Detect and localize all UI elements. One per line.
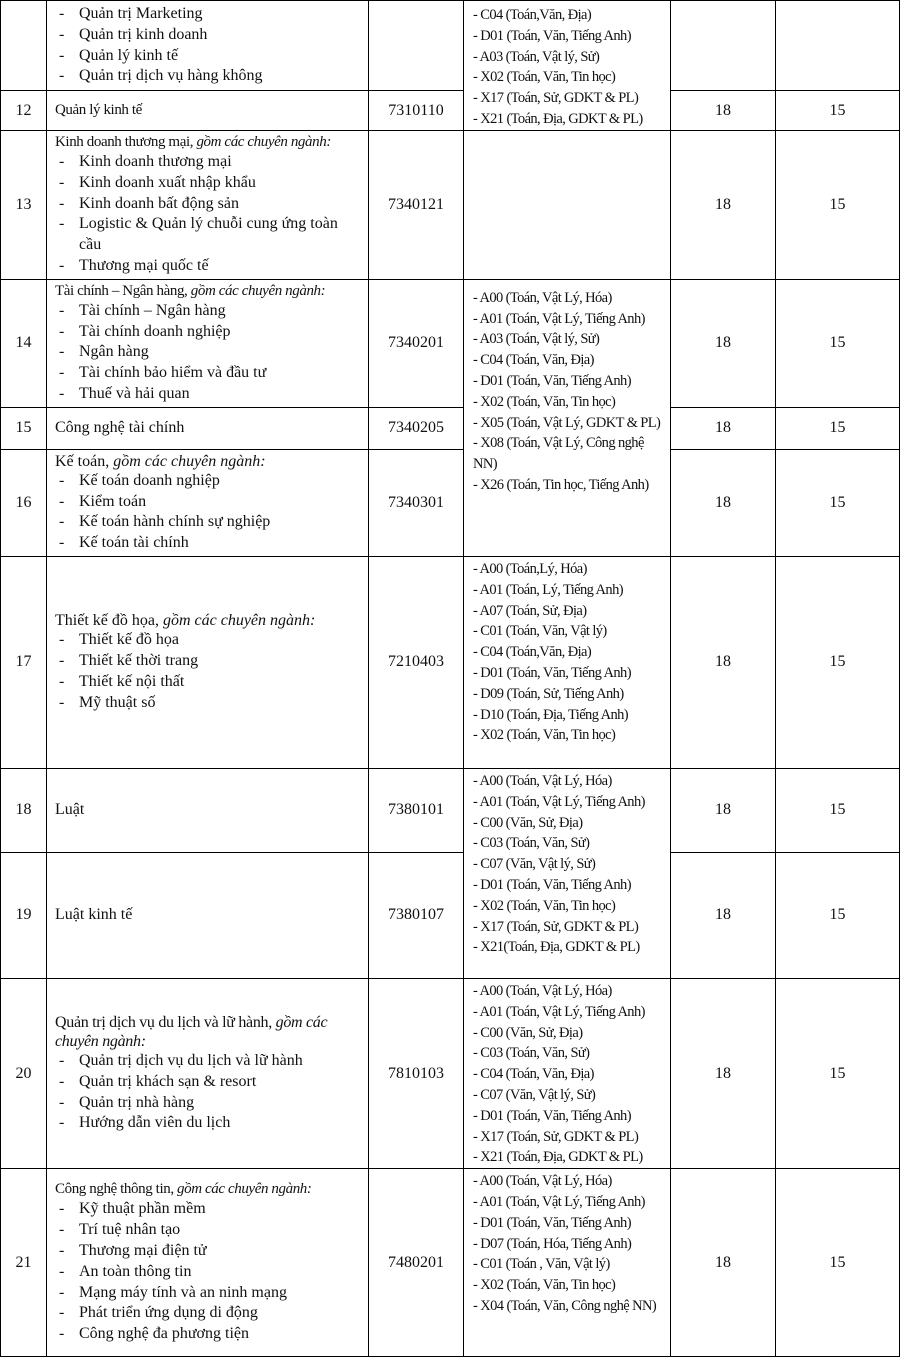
subject-combo: - X02 (Toán, Văn, Tin học) (473, 727, 616, 744)
program-cell (47, 1, 369, 91)
specialization-item (55, 301, 362, 322)
specialization-item (55, 342, 362, 363)
table-row (1, 1169, 900, 1357)
subject-combo: - A01 (Toán, Lý, Tiếng Anh) (473, 581, 623, 598)
specialization-item (55, 512, 362, 533)
score-value-1: 18 (671, 768, 776, 852)
score-value-1: 18 (671, 449, 776, 556)
specialization-list (55, 1199, 362, 1345)
stt-cell: 19 (1, 852, 47, 978)
subject-combo: - D01 (Toán, Văn, Tiếng Anh) (473, 27, 631, 44)
score-value-1: 18 (671, 407, 776, 449)
stt-cell: 18 (1, 768, 47, 852)
specialization-item (55, 1113, 362, 1134)
subject-combo: - C00 (Văn, Sử, Địa) (473, 814, 583, 831)
program-code: 7210403 (369, 556, 464, 768)
subject-combo: - X02 (Toán, Văn, Tin học) (473, 1277, 616, 1294)
subject-combos (464, 768, 671, 978)
specialization-item (55, 1324, 362, 1345)
subject-combos (464, 279, 671, 556)
bullet-dash: - (59, 631, 65, 649)
specialization-label: Thiết kế thời trang (79, 652, 199, 670)
subject-combo: - D01 (Toán, Văn, Tiếng Anh) (473, 876, 631, 893)
score-value-1: 18 (671, 1169, 776, 1357)
bullet-dash: - (59, 173, 65, 191)
subject-combo: - C04 (Toán, Văn, Địa) (473, 1066, 594, 1083)
bullet-dash: - (59, 1114, 65, 1132)
subject-combo: - C04 (Toán, Văn, Địa) (473, 352, 594, 369)
table-row (1, 91, 900, 131)
subject-combo: - X05 (Toán, Vật Lý, GDKT & PL) (473, 414, 661, 431)
bullet-dash: - (59, 364, 65, 382)
specialization-item (55, 152, 362, 173)
specialization-item (55, 256, 362, 277)
program-header: Công nghệ thông tin, gồm các chuyên ngành: (55, 1181, 312, 1198)
specialization-label: Kinh doanh thương mại (79, 153, 232, 170)
specialization-item (55, 1283, 362, 1304)
program-code: 7380101 (369, 768, 464, 852)
specialization-item (55, 173, 362, 194)
specialization-label: Thương mại điện tử (79, 1241, 207, 1259)
specialization-item (55, 672, 362, 693)
program-cell (47, 279, 369, 407)
specialization-item (55, 1199, 362, 1220)
specialization-label: Quản trị kinh doanh (79, 25, 208, 43)
specialization-item (55, 1241, 362, 1262)
subject-combo: - X04 (Toán, Văn, Công nghệ NN) (473, 1297, 657, 1314)
stt-cell: 16 (1, 449, 47, 556)
program-code: 7480201 (369, 1169, 464, 1357)
score-value-2: 15 (776, 1169, 900, 1357)
specialization-item (55, 214, 362, 256)
score-value-2: 15 (776, 978, 900, 1168)
subject-combos (464, 556, 671, 768)
bullet-dash: - (59, 343, 65, 361)
subject-combo: - X21 (Toán, Địa, GDKT & PL) (473, 110, 643, 127)
specialization-label: Quản trị khách sạn & resort (79, 1072, 257, 1090)
specialization-label: Hướng dẫn viên du lịch (79, 1114, 231, 1132)
specialization-label: Kiểm toán (79, 492, 147, 510)
subject-combo: - X08 (Toán, Vật Lý, Công nghệ NN) (473, 435, 644, 473)
table-row (1, 407, 900, 449)
subject-combo: - C04 (Toán,Văn, Địa) (473, 7, 592, 23)
subject-combo: - D07 (Toán, Hóa, Tiếng Anh) (473, 1235, 632, 1252)
program-code: 7340121 (369, 131, 464, 280)
specialization-item (55, 630, 362, 651)
subject-combo: - X17 (Toán, Sử, GDKT & PL) (473, 90, 639, 107)
specialization-label: Kế toán doanh nghiệp (79, 471, 220, 489)
program-name: Luật kinh tế (47, 852, 369, 978)
specialization-item (55, 25, 362, 46)
specialization-label: Ngân hàng (79, 343, 149, 361)
subject-combo: - A01 (Toán, Vật Lý, Tiếng Anh) (473, 1003, 645, 1020)
program-name: Quản lý kinh tế (47, 91, 369, 131)
subject-combo: - X21 (Toán, Địa, GDKT & PL) (473, 1149, 643, 1166)
specialization-item (55, 194, 362, 215)
bullet-dash: - (59, 322, 65, 340)
bullet-dash: - (59, 652, 65, 670)
score-value-1: 18 (671, 556, 776, 768)
specialization-label: Logistic & Quản lý chuỗi cung ứng toàn cầu (79, 215, 338, 254)
bullet-dash: - (59, 46, 65, 64)
bullet-dash: - (59, 471, 65, 489)
stt-cell: 21 (1, 1169, 47, 1357)
stt-cell: 12 (1, 91, 47, 131)
bullet-dash: - (59, 672, 65, 690)
table-row (1, 1, 900, 91)
specialization-label: An toàn thông tin (79, 1262, 192, 1280)
score-value-1: 18 (671, 852, 776, 978)
specialization-item (55, 1303, 362, 1324)
specialization-item (55, 533, 362, 554)
program-header: Thiết kế đồ họa, gồm các chuyên ngành: (55, 612, 316, 630)
subject-combo: - A00 (Toán, Vật Lý, Hóa) (473, 1173, 612, 1190)
specialization-label: Quản trị Marketing (79, 4, 203, 22)
bullet-dash: - (59, 1262, 65, 1280)
specialization-list (55, 152, 362, 277)
specialization-item (55, 1093, 362, 1114)
specialization-item (55, 46, 362, 67)
subject-combo: - C03 (Toán, Văn, Sử) (473, 835, 590, 852)
specialization-list (55, 1051, 362, 1134)
table-row (1, 279, 900, 407)
specialization-item (55, 363, 362, 384)
table-row (1, 768, 900, 852)
specialization-list (55, 471, 362, 554)
bullet-dash: - (59, 256, 65, 274)
subject-combo: - D01 (Toán, Văn, Tiếng Anh) (473, 664, 631, 681)
program-code: 7380107 (369, 852, 464, 978)
subject-combo: - D01 (Toán, Văn, Tiếng Anh) (473, 372, 631, 389)
specialization-label: Thuế và hải quan (79, 384, 190, 402)
bullet-dash: - (59, 1221, 65, 1239)
subject-combo: - C07 (Văn, Vật lý, Sử) (473, 856, 596, 873)
subject-combo: - A01 (Toán, Vật Lý, Tiếng Anh) (473, 1193, 645, 1210)
subject-combo: - D01 (Toán, Văn, Tiếng Anh) (473, 1107, 631, 1124)
specialization-label: Kinh doanh xuất nhập khẩu (79, 173, 256, 191)
specialization-label: Quản lý kinh tế (79, 46, 179, 64)
stt-cell: 20 (1, 978, 47, 1168)
stt-cell: 17 (1, 556, 47, 768)
specialization-item (55, 1220, 362, 1241)
program-code: 7340301 (369, 449, 464, 556)
specialization-list (55, 630, 362, 713)
bullet-dash: - (59, 693, 65, 711)
specialization-label: Kế toán hành chính sự nghiệp (79, 513, 271, 531)
subject-combo: - A00 (Toán, Vật Lý, Hóa) (473, 982, 612, 999)
subject-combo: - A03 (Toán, Vật lý, Sử) (473, 331, 600, 348)
bullet-dash: - (59, 1283, 65, 1301)
specialization-item (55, 322, 362, 343)
program-name: Luật (47, 768, 369, 852)
specialization-item (55, 651, 362, 672)
program-code: 7340201 (369, 279, 464, 407)
specialization-label: Tài chính doanh nghiệp (79, 322, 231, 340)
subject-combos-empty (464, 131, 671, 280)
subject-combo: - X17 (Toán, Sử, GDKT & PL) (473, 918, 639, 935)
stt-cell (1, 1, 47, 91)
specialization-item (55, 1072, 362, 1093)
specialization-label: Thiết kế nội thất (79, 672, 185, 690)
table-row (1, 449, 900, 556)
specialization-list (55, 4, 362, 87)
bullet-dash: - (59, 1241, 65, 1259)
specialization-label: Phát triển ứng dụng di động (79, 1304, 258, 1322)
program-code: 7810103 (369, 978, 464, 1168)
subject-combo: - X21(Toán, Địa, GDKT & PL) (473, 939, 640, 956)
program-cell (47, 1169, 369, 1357)
bullet-dash: - (59, 1072, 65, 1090)
subject-combo: - C07 (Văn, Vật lý, Sử) (473, 1086, 596, 1103)
program-header: Kinh doanh thương mại, gồm các chuyên ngành: (55, 134, 331, 150)
score-value-2: 15 (776, 768, 900, 852)
subject-combo: - C03 (Toán, Văn, Sử) (473, 1045, 590, 1062)
program-code: 7310110 (369, 91, 464, 131)
specialization-item (55, 471, 362, 492)
stt-cell: 15 (1, 407, 47, 449)
program-header: Kế toán, gồm các chuyên ngành: (55, 452, 266, 470)
subject-combo: - X17 (Toán, Sử, GDKT & PL) (473, 1128, 639, 1145)
specialization-label: Quản trị dịch vụ du lịch và lữ hành (79, 1051, 303, 1069)
score-value-1: 18 (671, 131, 776, 280)
score-value-2: 15 (776, 279, 900, 407)
stt-cell: 13 (1, 131, 47, 280)
subject-combo: - C00 (Văn, Sử, Địa) (473, 1024, 583, 1041)
subject-combo: - X02 (Toán, Văn, Tin học) (473, 897, 616, 914)
specialization-label: Thương mại quốc tế (79, 256, 209, 274)
program-cell (47, 449, 369, 556)
subject-combo: - D09 (Toán, Sử, Tiếng Anh) (473, 685, 624, 702)
subject-combo: - A00 (Toán, Vật Lý, Hóa) (473, 772, 612, 789)
score-value-2: 15 (776, 91, 900, 131)
specialization-label: Mỹ thuật số (79, 693, 156, 711)
program-cell (47, 131, 369, 280)
specialization-item (55, 1262, 362, 1283)
program-code: 7340205 (369, 407, 464, 449)
table-row (1, 556, 900, 768)
bullet-dash: - (59, 492, 65, 510)
stt-cell: 14 (1, 279, 47, 407)
score-value-1: 18 (671, 978, 776, 1168)
table-row (1, 978, 900, 1168)
bullet-dash: - (59, 67, 65, 85)
specialization-item (55, 66, 362, 87)
score-value-2: 15 (776, 556, 900, 768)
score-value-2: 15 (776, 449, 900, 556)
program-name: Công nghệ tài chính (47, 407, 369, 449)
score-cell-1 (671, 1, 776, 91)
bullet-dash: - (59, 215, 65, 233)
specialization-label: Kế toán tài chính (79, 534, 189, 552)
subject-combo: - C04 (Toán,Văn, Địa) (473, 644, 592, 661)
specialization-item (55, 4, 362, 25)
bullet-dash: - (59, 1200, 65, 1218)
specialization-label: Kỹ thuật phần mềm (79, 1200, 206, 1218)
bullet-dash: - (59, 513, 65, 531)
subject-combo: - A01 (Toán, Vật Lý, Tiếng Anh) (473, 793, 645, 810)
table-row (1, 852, 900, 978)
program-header: Tài chính – Ngân hàng, gồm các chuyên ngành: (55, 282, 326, 299)
program-header: Quản trị dịch vụ du lịch và lữ hành, gồm các chuyên ngành: (55, 1013, 328, 1050)
specialization-label: Công nghệ đa phương tiện (79, 1325, 249, 1343)
specialization-item (55, 492, 362, 513)
specialization-item (55, 693, 362, 714)
subject-combo: - C01 (Toán , Văn, Vật lý) (473, 1256, 610, 1273)
bullet-dash: - (59, 301, 65, 319)
subject-combo: - X02 (Toán, Văn, Tin học) (473, 393, 616, 410)
bullet-dash: - (59, 1093, 65, 1111)
bullet-dash: - (59, 1304, 65, 1322)
bullet-dash: - (59, 194, 65, 212)
program-cell (47, 556, 369, 768)
code-cell (369, 1, 464, 91)
score-value-2: 15 (776, 407, 900, 449)
subject-combo: - D10 (Toán, Địa, Tiếng Anh) (473, 706, 628, 723)
score-value-1: 18 (671, 91, 776, 131)
specialization-label: Tài chính – Ngân hàng (79, 301, 226, 319)
subject-combo: - A00 (Toán,Lý, Hóa) (473, 560, 587, 577)
bullet-dash: - (59, 25, 65, 43)
subject-combo: - A01 (Toán, Vật Lý, Tiếng Anh) (473, 310, 645, 327)
specialization-label: Quản trị nhà hàng (79, 1093, 195, 1111)
subject-combo: - C01 (Toán, Văn, Vật lý) (473, 623, 607, 640)
subject-combo: - A07 (Toán, Sử, Địa) (473, 602, 587, 619)
specialization-label: Kinh doanh bất động sản (79, 194, 239, 212)
specialization-label: Tài chính bảo hiểm và đầu tư (79, 364, 267, 382)
specialization-label: Quản trị dịch vụ hàng không (79, 67, 263, 85)
table-row (1, 131, 900, 280)
specialization-list (55, 301, 362, 405)
specialization-item (55, 1051, 362, 1072)
score-cell-2 (776, 1, 900, 91)
specialization-label: Mạng máy tính và an ninh mạng (79, 1283, 287, 1301)
subject-combo: - A00 (Toán, Vật Lý, Hóa) (473, 289, 612, 306)
score-value-2: 15 (776, 852, 900, 978)
specialization-label: Trí tuệ nhân tạo (79, 1221, 181, 1239)
bullet-dash: - (59, 1325, 65, 1343)
score-value-2: 15 (776, 131, 900, 280)
program-cell (47, 978, 369, 1168)
bullet-dash: - (59, 1051, 65, 1069)
specialization-label: Thiết kế đồ họa (79, 631, 179, 649)
bullet-dash: - (59, 4, 65, 22)
score-value-1: 18 (671, 279, 776, 407)
subject-combos (464, 1169, 671, 1357)
specialization-item (55, 384, 362, 405)
subject-combo: - X26 (Toán, Tin học, Tiếng Anh) (473, 476, 649, 493)
bullet-dash: - (59, 153, 65, 170)
bullet-dash: - (59, 534, 65, 552)
bullet-dash: - (59, 384, 65, 402)
subject-combos (464, 978, 671, 1168)
subject-combo: - D01 (Toán, Văn, Tiếng Anh) (473, 1214, 631, 1231)
subject-combos (464, 1, 671, 131)
subject-combo: - X02 (Toán, Văn, Tin học) (473, 69, 616, 86)
subject-combo: - A03 (Toán, Vật lý, Sử) (473, 48, 600, 65)
